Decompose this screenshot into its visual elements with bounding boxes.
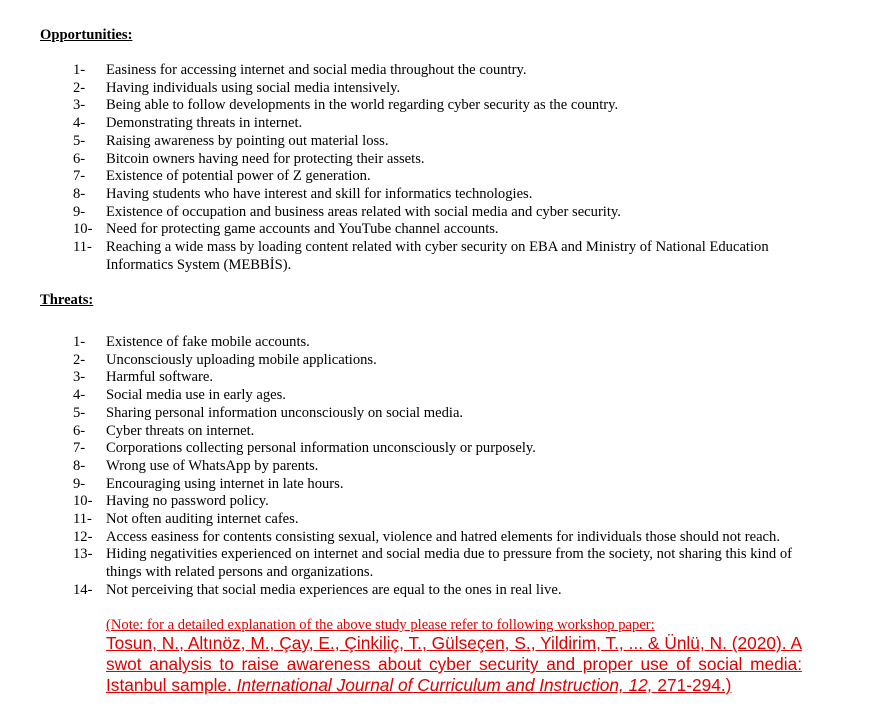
item-text: Easiness for accessing internet and social media throughout the country. [106,62,527,78]
item-number: 4- [73,115,86,132]
citation-pages: 271-294.) [657,675,732,695]
list-item [0,405,806,423]
item-number: 11- [73,511,92,528]
citation-link[interactable] [106,633,802,696]
item-number: 4- [73,387,86,404]
list-item [0,387,806,405]
item-text: Sharing personal information unconsciously on social media. [106,404,464,421]
item-number: 6- [73,150,86,167]
item-text: Having students who have interest and skill for informatics technologies. [106,185,533,202]
item-text: Social media use in early ages. [106,387,286,404]
list-item [0,334,806,352]
item-text: Being able to follow developments in the world regarding cyber security as the country. [106,97,619,114]
list-item [0,511,806,529]
item-number: 14- [73,581,93,598]
item-number: 8- [73,457,86,474]
list-item [0,186,806,204]
item-text: Hiding negativities experienced on internet and social media due to pressure from the society, not sharing this kind of things with related persons and organizations. [106,546,792,581]
list-item [0,493,806,511]
item-text: Not often auditing internet cafes. [106,511,299,528]
item-text: Existence of occupation and business areas related with social media and cyber security. [106,203,621,220]
list-item [0,369,806,387]
item-text: Access easiness for contents consisting sexual, violence and hatred elements for individuals those should not reach. [106,528,780,545]
item-number: 13- [73,546,93,563]
item-number: 5- [73,404,86,421]
item-number: 2- [73,79,86,96]
item-text: Cyber threats on internet. [106,422,255,439]
list-item [0,204,806,222]
item-number: 10- [73,221,93,238]
list-item [0,168,806,186]
item-text: Harmful software. [106,369,213,386]
citation-authors: Tosun, N., Altınöz, M., Çay, E., Çinkiliç, T., Gülseçen, S., Yildirim, T., ... & Ünlü, N. (2020). A swot analysis to raise awareness about cyber security and proper use of social media: Istanbul sample. [106,633,802,695]
list-item [0,352,806,370]
item-text: Having no password policy. [106,493,269,510]
item-number: 9- [73,203,86,220]
list-item [0,97,806,115]
item-text: Reaching a wide mass by loading content related with cyber security on EBA and Ministry of National Education Informatics System (MEBBİS). [106,239,769,273]
opportunities-list [0,62,888,274]
item-number: 9- [73,475,86,492]
item-text: Existence of potential power of Z generation. [106,168,371,185]
item-number: 1- [73,62,86,78]
list-item [0,239,806,274]
list-item [0,133,806,151]
item-text: Unconsciously uploading mobile applications. [106,351,377,368]
list-item [0,458,806,476]
item-number: 8- [73,185,86,202]
list-item [0,582,806,600]
list-item [0,546,806,581]
threats-list [0,334,888,600]
item-number: 3- [73,97,86,114]
list-item [0,423,806,441]
list-item [0,221,806,239]
item-text: Having individuals using social media intensively. [106,79,401,96]
item-number: 2- [73,351,86,368]
item-number: 11- [73,239,92,256]
list-item [0,476,806,494]
note-text: (Note: for a detailed explanation of the above study please refer to following workshop paper: [106,617,655,633]
item-number: 1- [73,334,86,350]
citation-journal: International Journal of Curriculum and Instruction, 12, [236,675,653,695]
item-number: 7- [73,168,86,185]
list-item [0,62,806,80]
opportunities-heading: Opportunities: [40,27,133,43]
item-text: Need for protecting game accounts and YouTube channel accounts. [106,221,499,238]
item-number: 6- [73,422,86,439]
item-text: Corporations collecting personal information unconsciously or purposely. [106,440,536,457]
item-text: Bitcoin owners having need for protecting their assets. [106,150,425,167]
list-item [0,115,806,133]
item-text: Demonstrating threats in internet. [106,115,303,132]
list-item [0,529,806,547]
list-item [0,151,806,169]
item-text: Not perceiving that social media experiences are equal to the ones in real live. [106,581,562,598]
list-item [0,80,806,98]
item-number: 10- [73,493,93,510]
item-text: Wrong use of WhatsApp by parents. [106,457,319,474]
item-number: 7- [73,440,86,457]
threats-heading: Threats: [40,292,94,308]
item-number: 12- [73,528,93,545]
list-item [0,440,806,458]
item-text: Raising awareness by pointing out material loss. [106,132,389,149]
item-number: 3- [73,369,86,386]
item-number: 5- [73,132,86,149]
item-text: Encouraging using internet in late hours. [106,475,344,492]
item-text: Existence of fake mobile accounts. [106,334,310,350]
